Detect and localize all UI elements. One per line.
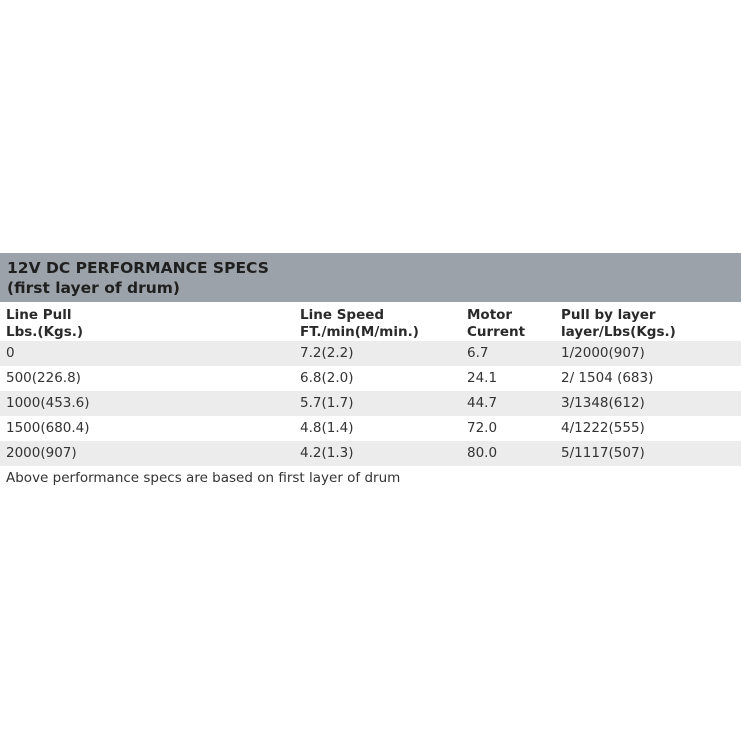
cell-motor-current: 6.7 (461, 341, 555, 366)
cell-line-pull: 1000(453.6) (0, 391, 294, 416)
spec-title: 12V DC PERFORMANCE SPECS (7, 259, 269, 277)
cell-motor-current: 44.7 (461, 391, 555, 416)
cell-motor-current: 24.1 (467, 370, 498, 386)
column-header-line2: Lbs.(Kgs.) (6, 324, 84, 340)
spec-subtitle: (first layer of drum) (7, 279, 180, 297)
cell-line-speed: 4.8(1.4) (300, 420, 354, 436)
cell-pull-by-layer: 2/ 1504 (683) (561, 370, 654, 386)
performance-spec-table-block (0, 253, 741, 490)
footnote: Above performance specs are based on first layer of drum (6, 470, 401, 486)
cell-pull-by-layer: 5/1117(507) (555, 441, 741, 466)
table-row (0, 416, 741, 441)
cell-motor-current: 72.0 (467, 420, 498, 436)
column-header-line1: Line Pull (6, 307, 72, 323)
cell-line-speed: 6.8(2.0) (300, 370, 354, 386)
table-row (0, 441, 741, 466)
cell-pull-by-layer: 4/1222(555) (561, 420, 645, 436)
column-header-line-speed (294, 302, 461, 341)
column-header-line1: Motor (467, 307, 513, 323)
column-header-pull-by-layer (555, 302, 741, 341)
cell-line-pull: 1500(680.4) (6, 420, 90, 436)
spec-title-bar (0, 253, 741, 302)
cell-line-pull: 0 (0, 341, 294, 366)
table-row (0, 341, 741, 366)
cell-line-pull: 500(226.8) (6, 370, 81, 386)
cell-pull-by-layer: 1/2000(907) (555, 341, 741, 366)
column-header-line1: Line Speed (300, 307, 385, 323)
cell-line-pull: 2000(907) (0, 441, 294, 466)
cell-pull-by-layer: 3/1348(612) (555, 391, 741, 416)
cell-line-speed: 4.2(1.3) (294, 441, 461, 466)
performance-table (0, 302, 741, 466)
column-header-motor-current (461, 302, 555, 341)
column-header-line1: Pull by layer (561, 307, 656, 323)
column-header-line2: Current (467, 324, 526, 340)
column-header-line2: layer/Lbs(Kgs.) (561, 324, 676, 340)
cell-line-speed: 5.7(1.7) (294, 391, 461, 416)
column-header-line2: FT./min(M/min.) (300, 324, 419, 340)
table-header-row (0, 302, 741, 341)
cell-line-speed: 7.2(2.2) (294, 341, 461, 366)
table-row (0, 391, 741, 416)
column-header-line-pull (0, 302, 294, 341)
cell-motor-current: 80.0 (461, 441, 555, 466)
table-row (0, 366, 741, 391)
